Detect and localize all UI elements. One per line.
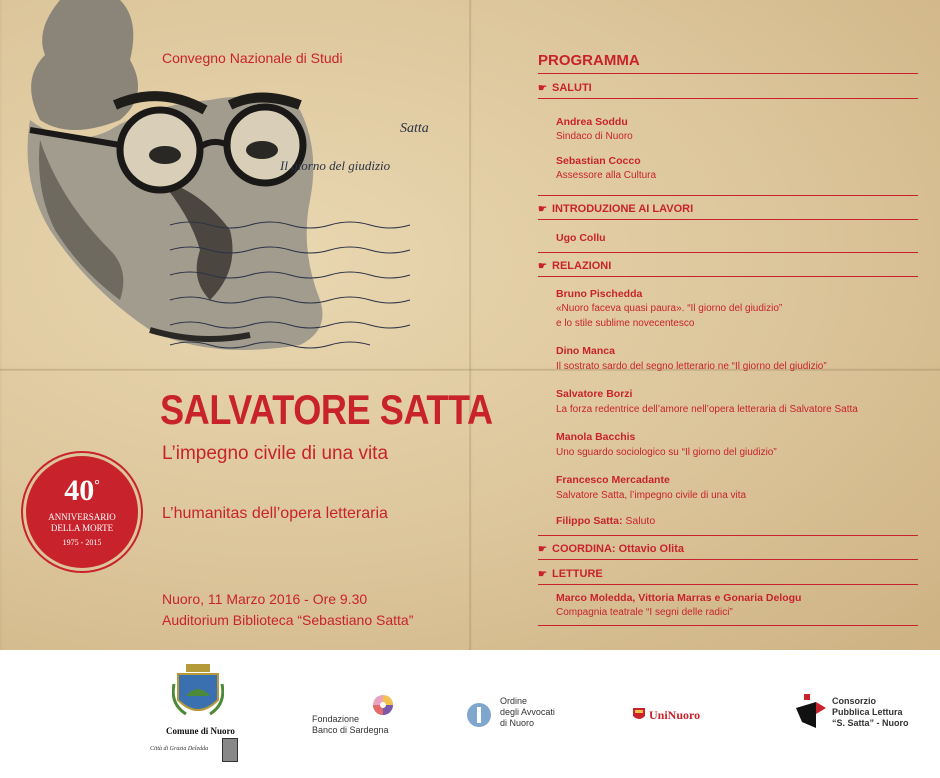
speaker-name: Manola Bacchis — [556, 431, 636, 443]
talk-title: Compagnia teatrale “I segni delle radici” — [556, 607, 733, 618]
pointing-hand-icon: ☛ — [538, 204, 547, 215]
consorzio-label-3: “S. Satta” - Nuoro — [832, 718, 909, 728]
ordine-label-3: di Nuoro — [500, 718, 535, 728]
sponsor-footer — [0, 650, 940, 778]
uninuoro-label: UniNuoro — [649, 708, 701, 722]
talk-title: «Nuoro faceva quasi paura». “Il giorno del giudizio” — [556, 303, 783, 314]
pointing-hand-icon: ☛ — [538, 261, 547, 272]
comune-sub-label: Città di Grazia Deledda — [150, 746, 209, 752]
speaker-name: Marco Moledda, Vittoria Marras e Gonaria Delogu — [556, 592, 802, 604]
consorzio-label-2: Pubblica Lettura — [832, 707, 903, 717]
talk-title: Salvatore Satta, l’impegno civile di una vita — [556, 490, 747, 501]
convegno-label: Convegno Nazionale di Studi — [162, 50, 343, 66]
uninuoro-shield-icon — [633, 708, 645, 722]
anniversary-badge — [26, 456, 138, 568]
consorzio-logo-icon — [796, 694, 828, 728]
divider — [538, 195, 918, 196]
pointing-hand-icon: ☛ — [538, 569, 547, 580]
speaker-name: Andrea Soddu — [556, 116, 628, 128]
fondazione-label-2: Banco di Sardegna — [312, 725, 389, 735]
event-subtitle: L’impegno civile di una vita — [162, 443, 389, 464]
divider — [538, 276, 918, 277]
divider — [538, 252, 918, 253]
divider — [538, 219, 918, 220]
event-title: SALVATORE SATTA — [160, 386, 493, 433]
manuscript-signature: Satta — [400, 121, 429, 136]
divider — [538, 73, 918, 74]
portrait-thumbnail-icon — [222, 738, 238, 762]
section-coordina: ☛ COORDINA: Ottavio Olita — [538, 543, 685, 555]
divider — [538, 98, 918, 99]
badge-years: 1975 - 2015 — [62, 538, 102, 547]
speaker-name: Francesco Mercadante — [556, 474, 670, 486]
ordine-label-2: degli Avvocati — [500, 707, 555, 717]
fondazione-logo-icon — [372, 694, 394, 716]
section-letture: ☛ LETTURE — [538, 568, 603, 580]
pointing-hand-icon: ☛ — [538, 544, 547, 555]
badge-line1: ANNIVERSARIO — [48, 512, 116, 522]
ordine-logo-icon — [466, 702, 492, 728]
section-relazioni: ☛ RELAZIONI — [538, 260, 612, 272]
speaker-name: Salvatore Borzi — [556, 388, 633, 400]
consorzio-label: Consorzio — [832, 696, 876, 706]
divider — [538, 584, 918, 585]
speaker-role: Sindaco di Nuoro — [556, 131, 633, 142]
speaker-role: Assessore alla Cultura — [556, 170, 657, 181]
speaker-name: Bruno Pischedda — [556, 288, 643, 300]
divider — [538, 535, 918, 536]
programma-title: PROGRAMMA — [538, 52, 640, 69]
speaker-name: Ugo Collu — [556, 232, 606, 244]
speaker-name: Dino Manca — [556, 345, 615, 357]
section-introduzione: ☛ INTRODUZIONE AI LAVORI — [538, 203, 694, 215]
event-subtitle-2: L’humanitas dell’opera letteraria — [162, 505, 388, 522]
divider — [538, 559, 918, 560]
ordine-label: Ordine — [500, 696, 528, 706]
speaker-name-inline: Filippo Satta: Saluto — [556, 515, 656, 527]
pointing-hand-icon: ☛ — [538, 83, 547, 94]
event-date: Nuoro, 11 Marzo 2016 - Ore 9.30 — [162, 591, 368, 607]
manuscript-heading: Il giorno del giudizio — [280, 158, 391, 173]
section-saluti: ☛ SALUTI — [538, 82, 592, 94]
comune-crest-icon — [172, 664, 224, 720]
badge-number: 40° — [64, 474, 100, 507]
divider — [538, 625, 918, 626]
fondazione-label: Fondazione — [312, 714, 360, 724]
speaker-name: Sebastian Cocco — [556, 155, 641, 167]
event-venue: Auditorium Biblioteca “Sebastiano Satta” — [162, 612, 414, 628]
badge-line2: DELLA MORTE — [50, 523, 114, 533]
handwriting-manuscript — [160, 110, 460, 360]
talk-title: e lo stile sublime novecentesco — [556, 318, 695, 329]
talk-title: La forza redentrice dell’amore nell’opera letteraria di Salvatore Satta — [556, 404, 858, 415]
comune-label: Comune di Nuoro — [166, 726, 235, 736]
talk-title: Il sostrato sardo del segno letterario ne “Il giorno del giudizio” — [556, 361, 827, 372]
talk-title: Uno sguardo sociologico su “Il giorno del giudizio” — [556, 447, 777, 458]
